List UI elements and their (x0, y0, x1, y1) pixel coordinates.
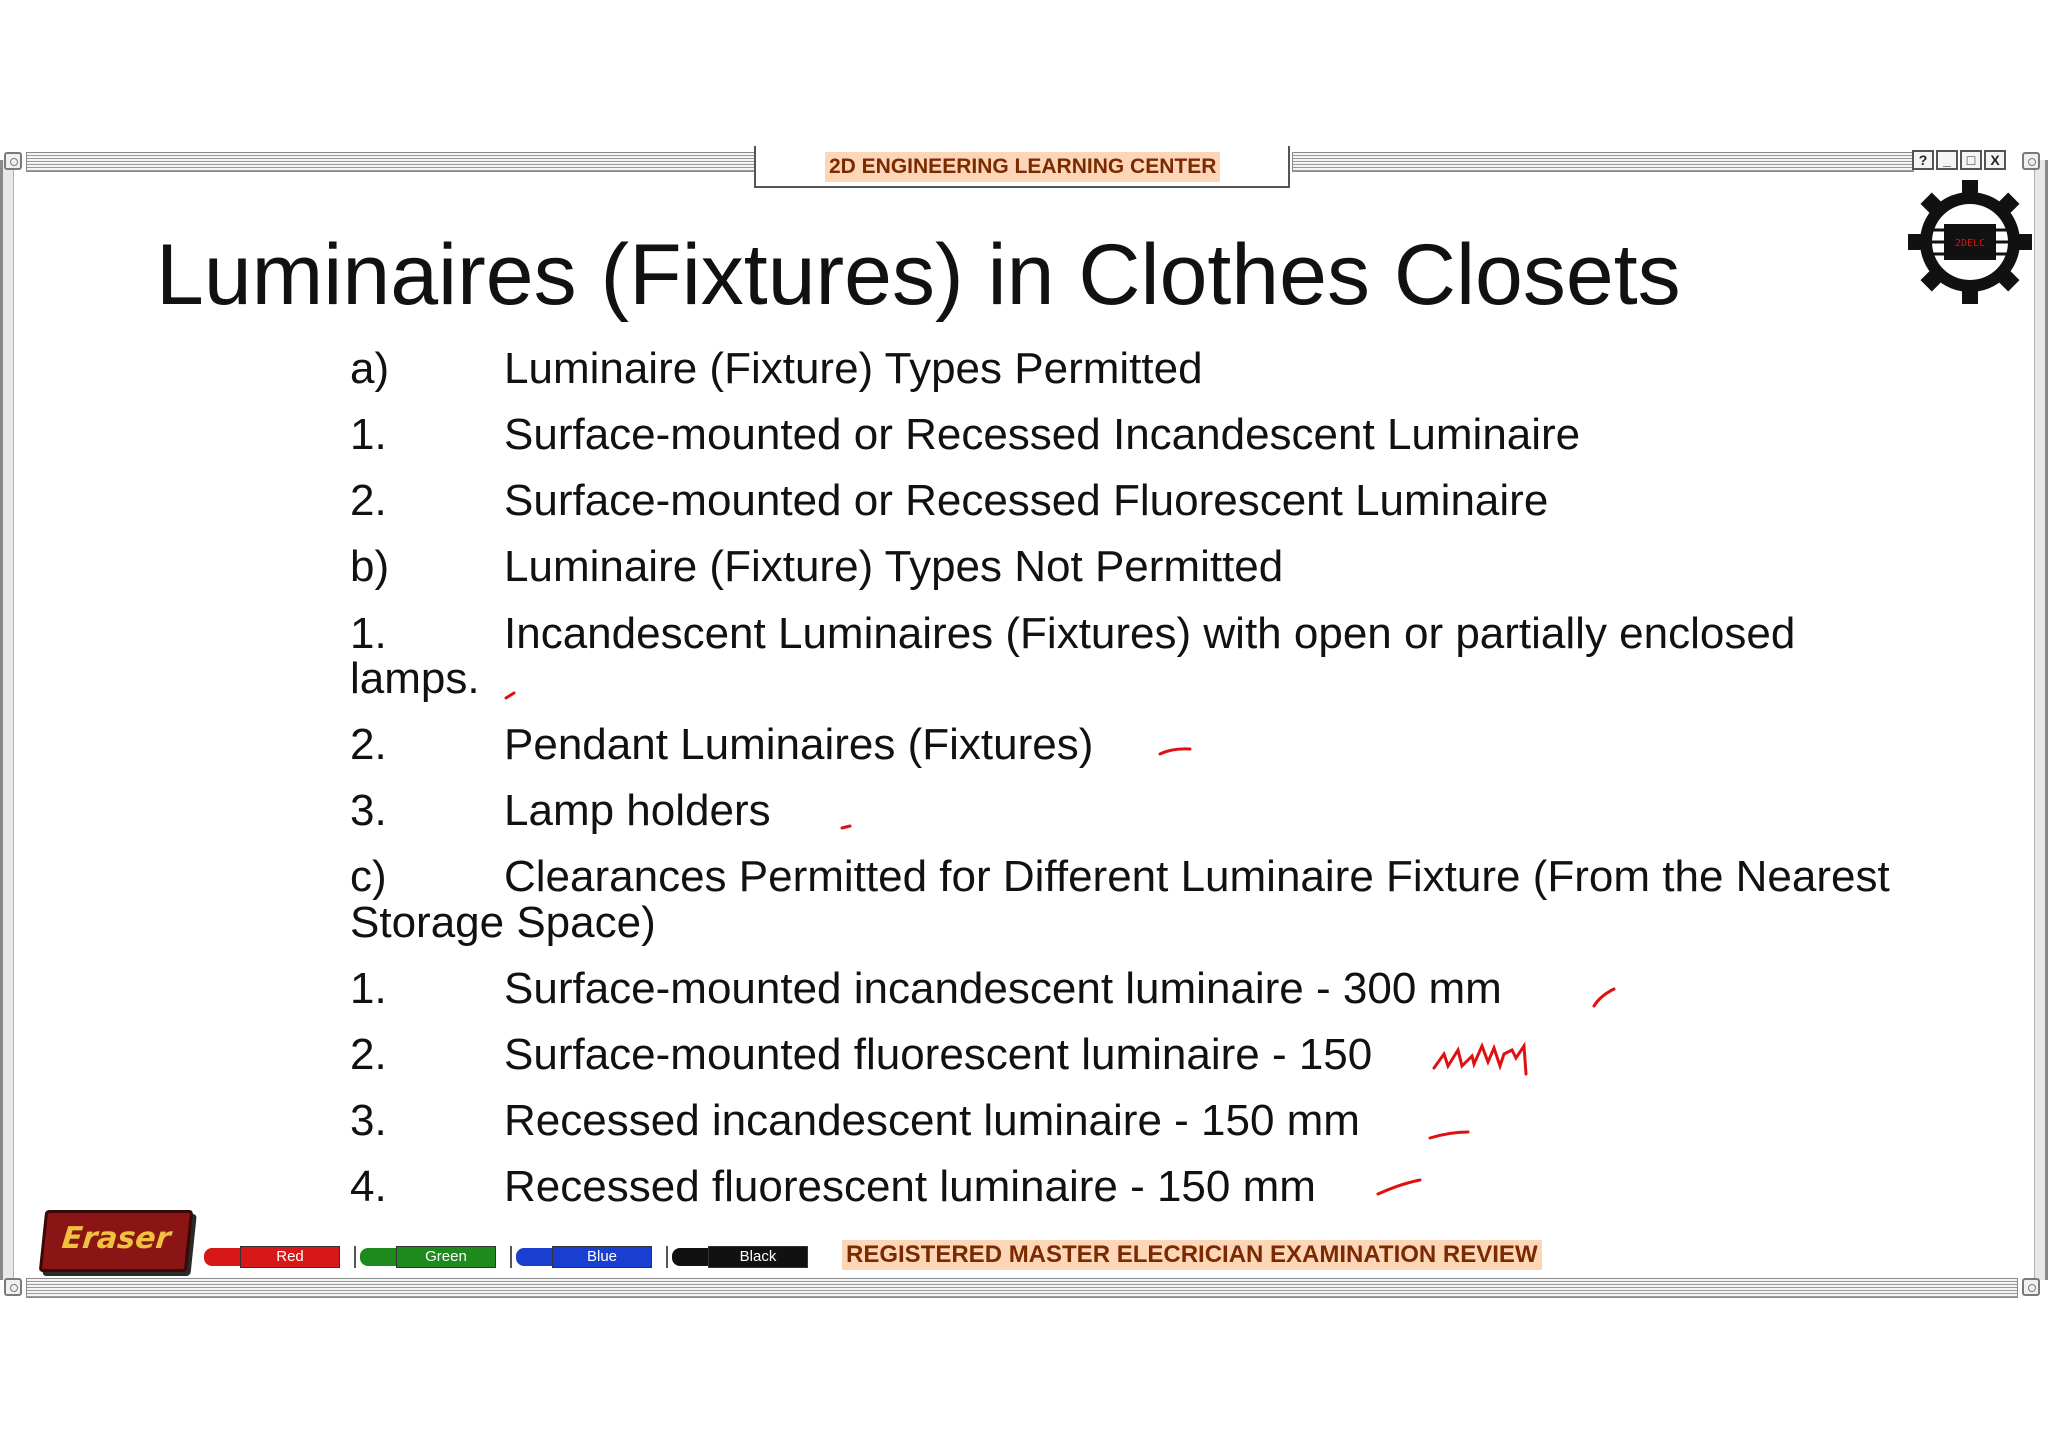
window-title: 2D ENGINEERING LEARNING CENTER (825, 152, 1220, 182)
item-label: 3. (350, 786, 387, 835)
item-label: a) (350, 344, 390, 393)
item-text: Surface-mounted incandescent luminaire - 300 mm (504, 964, 1502, 1013)
window-controls (1912, 150, 2006, 170)
item-continuation: lamps. (350, 654, 480, 703)
item-label: 2. (350, 1030, 387, 1079)
marker-cap-icon (672, 1248, 712, 1266)
marker-red[interactable] (204, 1246, 346, 1268)
close-button[interactable]: X (1984, 150, 2006, 170)
divider (510, 1246, 512, 1268)
item-label: 1. (350, 609, 387, 658)
item-text: Surface-mounted or Recessed Incandescent Luminaire (504, 410, 1581, 459)
bottom-bar (26, 1278, 2018, 1298)
item-text: Luminaire (Fixture) Types Not Permitted (504, 542, 1284, 591)
window-menu-icon[interactable] (4, 152, 22, 170)
eraser-label: Eraser (60, 1221, 173, 1256)
marker-label: Black (708, 1246, 808, 1268)
marker-cap-icon (204, 1248, 244, 1266)
window-restore-corner-icon[interactable] (2022, 152, 2040, 170)
item-text: Clearances Permitted for Different Luminaire Fixture (From the Nearest (504, 852, 1890, 901)
gear-logo-icon (1906, 178, 2034, 306)
item-text: Surface-mounted fluorescent luminaire - 150 (504, 1030, 1373, 1079)
item-text: Lamp holders (504, 786, 771, 835)
item-text: Recessed incandescent luminaire - 150 mm (504, 1096, 1360, 1145)
item-text: Recessed fluorescent luminaire - 150 mm (504, 1162, 1316, 1211)
divider (354, 1246, 356, 1268)
divider (666, 1246, 668, 1268)
maximize-button[interactable]: □ (1960, 150, 1982, 170)
item-label: 2. (350, 476, 387, 525)
item-label: b) (350, 542, 390, 591)
item-label: 1. (350, 410, 387, 459)
marker-cap-icon (360, 1248, 400, 1266)
item-text: Luminaire (Fixture) Types Permitted (504, 344, 1203, 393)
marker-label: Blue (552, 1246, 652, 1268)
resize-grip-icon[interactable] (2022, 1278, 2040, 1296)
item-label: c) (350, 852, 387, 901)
window-left-border (0, 160, 14, 1280)
marker-cap-icon (516, 1248, 556, 1266)
marker-blue[interactable] (516, 1246, 658, 1268)
corner-icon (4, 1278, 22, 1296)
marker-label: Green (396, 1246, 496, 1268)
help-button[interactable]: ? (1912, 150, 1934, 170)
item-label: 4. (350, 1162, 387, 1211)
logo-text: 2DELC (1954, 238, 1986, 249)
title-bar-right[interactable] (1292, 152, 1914, 172)
marker-green[interactable] (360, 1246, 502, 1268)
footer-banner: REGISTERED MASTER ELECRICIAN EXAMINATION REVIEW (842, 1240, 1542, 1270)
window-right-border (2034, 160, 2048, 1280)
marker-label: Red (240, 1246, 340, 1268)
marker-black[interactable] (672, 1246, 814, 1268)
item-continuation: Storage Space) (350, 898, 656, 947)
item-text: Pendant Luminaires (Fixtures) (504, 720, 1094, 769)
item-label: 3. (350, 1096, 387, 1145)
item-label: 1. (350, 964, 387, 1013)
minimize-button[interactable]: _ (1936, 150, 1958, 170)
slide-title: Luminaires (Fixtures) in Clothes Closets (156, 227, 1681, 323)
item-text: Incandescent Luminaires (Fixtures) with open or partially enclosed (504, 609, 1796, 658)
item-label: 2. (350, 720, 387, 769)
title-bar-left[interactable] (26, 152, 756, 172)
item-text: Surface-mounted or Recessed Fluorescent Luminaire (504, 476, 1549, 525)
eraser-button[interactable] (39, 1210, 194, 1272)
